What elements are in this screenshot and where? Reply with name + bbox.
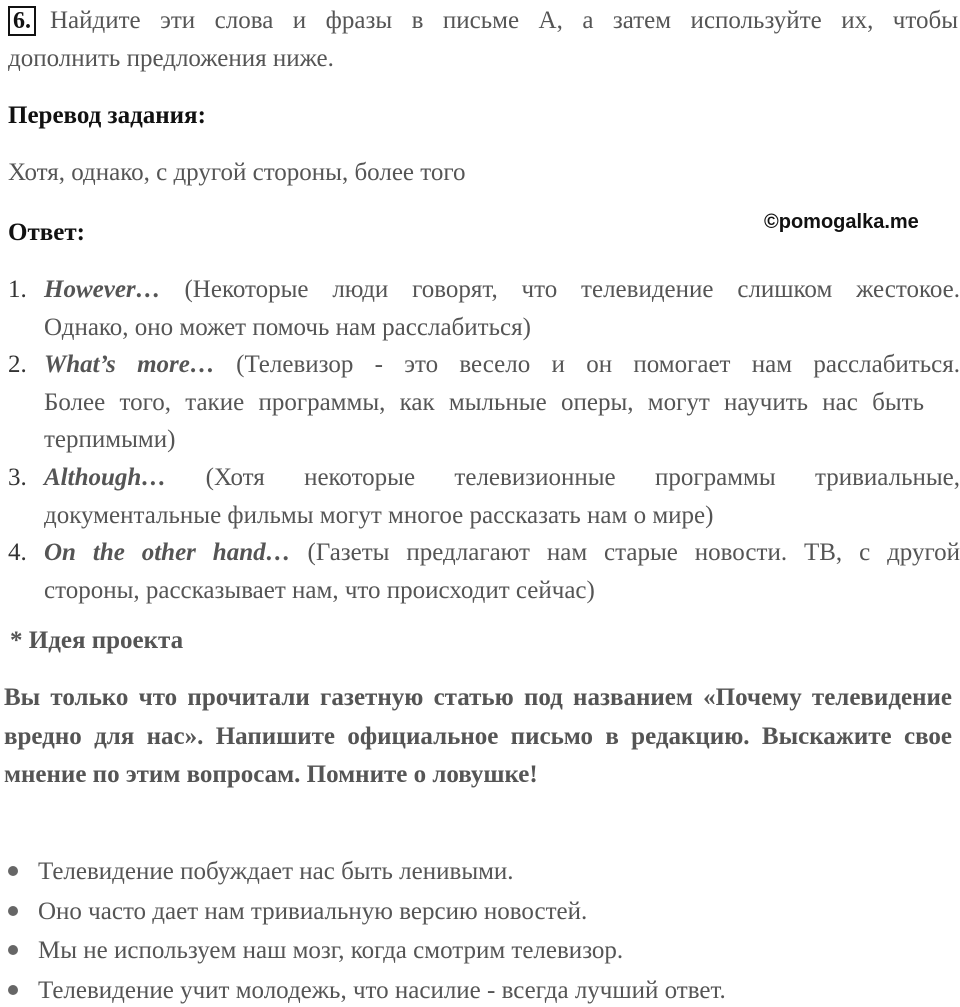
bullet-item-2 (8, 897, 587, 927)
answer-translation: (Хотя некоторые телевизионные программы тривиальные, (166, 464, 960, 491)
answer-number: 2. (8, 351, 27, 378)
watermark-text: ©pomogalka.me (764, 211, 919, 233)
task-number-badge: 6. (8, 6, 36, 36)
answer-line-1 (44, 459, 960, 497)
answer-line-1 (44, 534, 960, 572)
answer-number: 4. (8, 539, 27, 566)
bullet-text: Оно часто дает нам тривиальную версию новостей. (38, 898, 588, 925)
answer-continuation: стороны, рассказывает нам, что происходит сейчас) (44, 576, 595, 604)
bullet-icon (8, 985, 18, 995)
bullet-item-1 (8, 857, 514, 887)
answer-english-phrase: However… (44, 276, 161, 303)
answer-item-2 (8, 346, 960, 459)
answer-number: 3. (8, 464, 27, 491)
answer-heading: Ответ: (8, 219, 85, 246)
project-heading: * Идея проекта (10, 627, 184, 654)
bullet-text: Телевидение побуждает нас быть ленивыми. (38, 858, 514, 885)
answer-continuation: документальные фильмы могут многое рассказать нам о мире) (44, 501, 714, 529)
answer-english-phrase: What’s more… (44, 351, 215, 378)
answer-english-phrase: Although… (44, 464, 167, 491)
translation-heading: Перевод задания: (8, 102, 206, 129)
answer-item-1 (8, 271, 960, 346)
answer-translation: (Телевизор - это весело и он помогает нам расслабиться. (214, 351, 960, 378)
answer-line-1 (44, 271, 960, 309)
bullet-item-4 (8, 976, 726, 1006)
answer-translation: (Некоторые люди говорят, что телевидение слишком жестокое. (160, 276, 960, 303)
answer-line-1 (44, 346, 960, 384)
task-instruction-text: Найдите эти слова и фразы в письме A, а затем используйте их, чтобы (50, 7, 958, 34)
answer-continuation: Однако, оно может помочь нам расслабиться) (44, 313, 531, 341)
bullet-text: Телевидение учит молодежь, что насилие - всегда лучший ответ. (38, 977, 726, 1004)
answer-number: 1. (8, 276, 27, 303)
task-instruction-line-1 (8, 4, 958, 38)
bullet-icon (8, 866, 18, 876)
bullet-icon (8, 906, 18, 916)
bullet-item-3 (8, 936, 623, 966)
task-instruction-line-2: дополнить предложения ниже. (8, 45, 334, 72)
answer-item-3 (8, 459, 960, 534)
bullet-icon (8, 945, 18, 955)
bullet-text: Мы не используем наш мозг, когда смотрим телевизор. (38, 937, 624, 964)
project-description: Вы только что прочитали газетную статью под названием «Почему телевидение вредно для нас». Напишите официальное письмо в редакцию. Выскажите свое мнение по этим вопросам. Помните о ловушке! (4, 684, 952, 788)
answer-english-phrase: On the other hand… (44, 539, 291, 566)
translation-text: Хотя, однако, с другой стороны, более того (8, 159, 466, 186)
answer-translation: (Газеты предлагают нам старые новости. ТВ, с другой (290, 539, 960, 566)
answer-item-4 (8, 534, 960, 609)
answer-continuation: Более того, такие программы, как мыльные оперы, могут научить нас быть терпимыми) (44, 388, 924, 453)
